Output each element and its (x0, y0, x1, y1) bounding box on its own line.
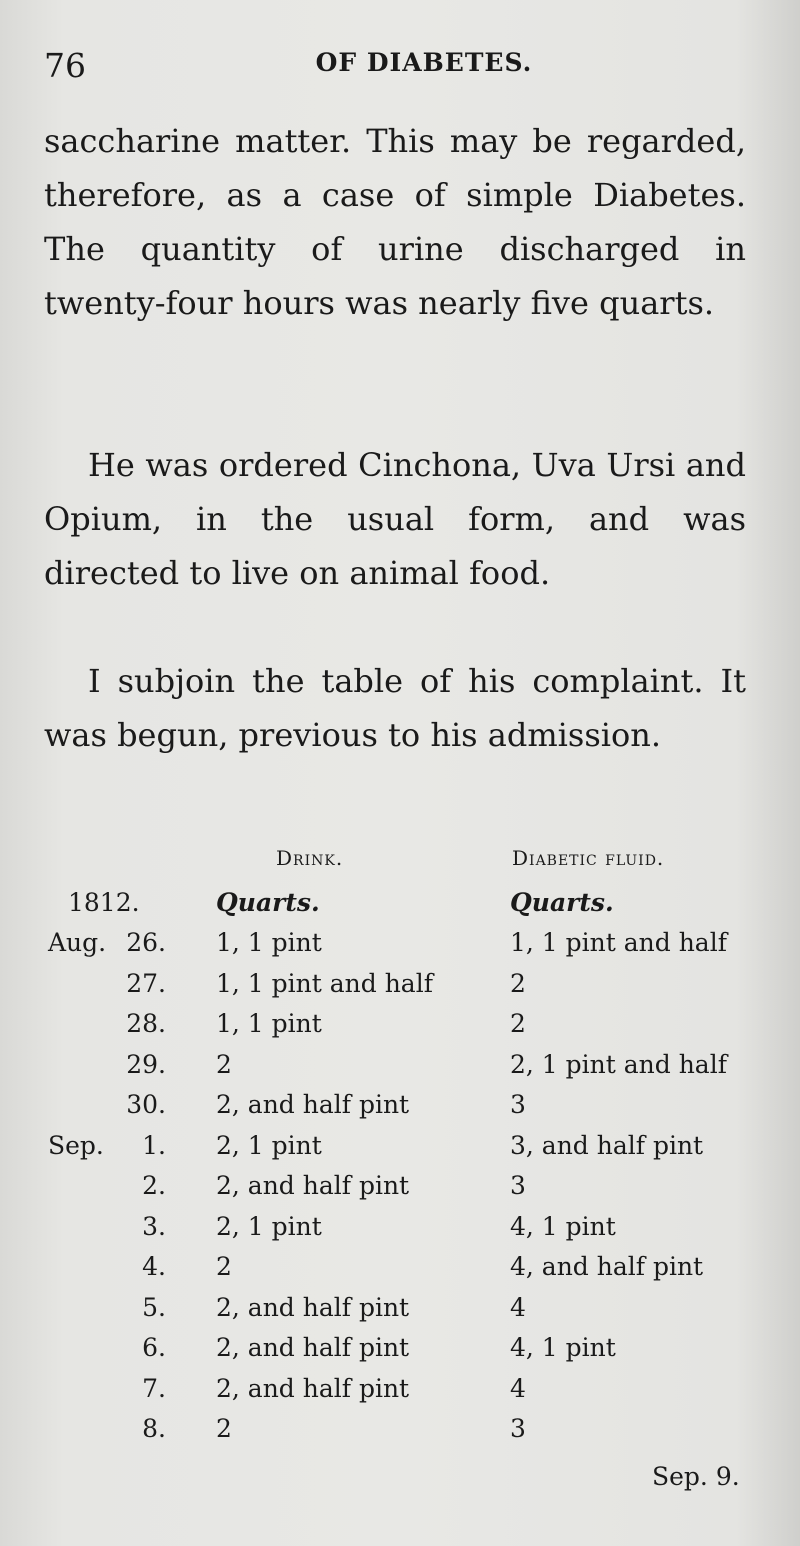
row-day: 3. (142, 1212, 166, 1241)
row-fluid: 2 (510, 1009, 526, 1038)
row-drink: 2 (216, 1050, 232, 1079)
row-day: 1. (142, 1131, 166, 1160)
diabetic-unit: Quarts. (510, 888, 614, 917)
row-fluid: 4, 1 pint (510, 1212, 616, 1241)
row-fluid: 4 (510, 1293, 526, 1322)
paragraph-2: He was ordered Cinchona, Uva Ursi and Opium, in the usual form, and was directed to live on animal food. (44, 446, 746, 592)
row-fluid: 4, 1 pint (510, 1333, 616, 1362)
row-day: 8. (142, 1414, 166, 1443)
row-fluid: 2 (510, 969, 526, 998)
row-fluid: 3, and half pint (510, 1131, 704, 1160)
page-number: 76 (44, 46, 86, 85)
row-day: 27. (126, 969, 166, 998)
row-fluid: 4, and half pint (510, 1252, 704, 1281)
page-header (44, 46, 744, 86)
diabetic-fluid-column-header: Diabetic fluid. (512, 846, 665, 870)
row-drink: 2, 1 pint (216, 1212, 322, 1241)
row-day: 4. (142, 1252, 166, 1281)
drink-column-header: Drink. (276, 846, 344, 870)
row-drink: 2, and half pint (216, 1090, 410, 1119)
row-day: 28. (126, 1009, 166, 1038)
year-label: 1812. (68, 888, 140, 917)
row-drink: 1, 1 pint and half (216, 969, 433, 998)
running-head: OF DIABETES. (315, 48, 533, 77)
row-day: 30. (126, 1090, 166, 1119)
row-day: 2. (142, 1171, 166, 1200)
paragraph-3: I subjoin the table of his complaint. It was begun, previous to his admission. (44, 662, 746, 754)
row-drink: 1, 1 pint (216, 1009, 322, 1038)
row-drink: 2, and half pint (216, 1171, 410, 1200)
drink-unit: Quarts. (216, 888, 320, 917)
row-day: 29. (126, 1050, 166, 1079)
row-drink: 2, and half pint (216, 1374, 410, 1403)
row-drink: 1, 1 pint (216, 928, 322, 957)
paragraph-1: saccharine matter. This may be regarded, therefore, as a case of simple Diabetes. The quantity of urine discharged in twenty-four hours was nearly five quarts. (44, 122, 746, 322)
row-fluid: 3 (510, 1414, 526, 1443)
row-drink: 2 (216, 1414, 232, 1443)
row-fluid: 2, 1 pint and half (510, 1050, 727, 1079)
row-fluid: 4 (510, 1374, 526, 1403)
row-day: 6. (142, 1333, 166, 1362)
row-fluid: 1, 1 pint and half (510, 928, 727, 957)
catchword: Sep. 9. (652, 1462, 740, 1491)
row-day: 7. (142, 1374, 166, 1403)
row-drink: 2, 1 pint (216, 1131, 322, 1160)
row-drink: 2, and half pint (216, 1333, 410, 1362)
row-fluid: 3 (510, 1090, 526, 1119)
row-drink: 2, and half pint (216, 1293, 410, 1322)
row-month: Sep. (48, 1131, 104, 1160)
row-drink: 2 (216, 1252, 232, 1281)
row-month: Aug. (48, 928, 107, 957)
row-fluid: 3 (510, 1171, 526, 1200)
row-day: 5. (142, 1293, 166, 1322)
row-day: 26. (126, 928, 166, 957)
